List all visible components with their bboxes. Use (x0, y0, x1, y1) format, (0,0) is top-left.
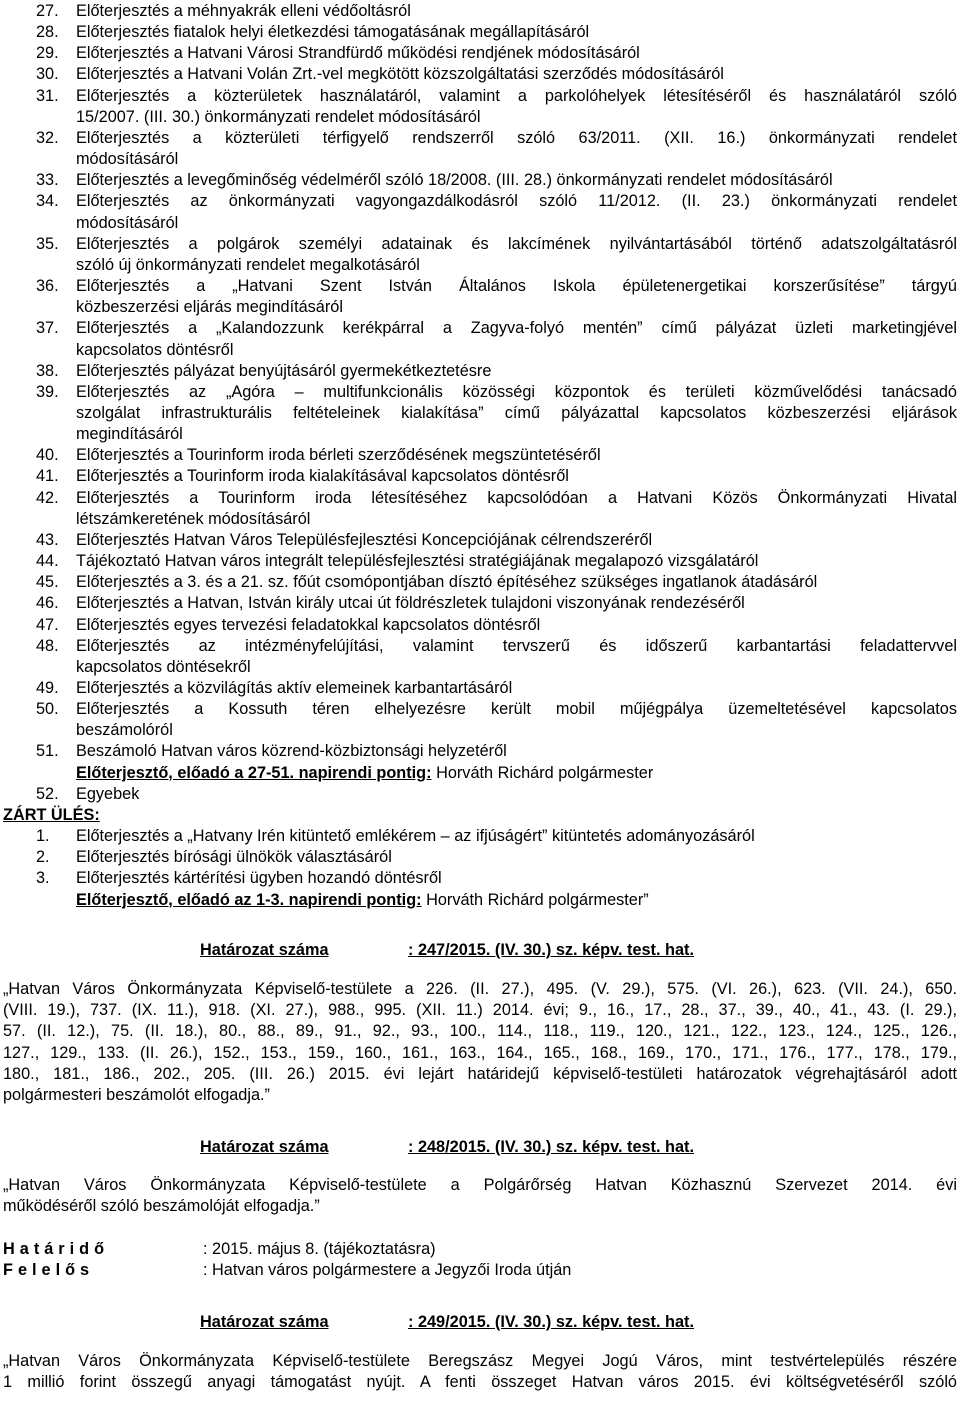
agenda-item-row (0, 423, 960, 445)
agenda-item-text: Előterjesztés egyes tervezési feladatokkal kapcsolatos döntésről (76, 615, 541, 634)
agenda-item-number: 43. (36, 530, 59, 549)
agenda-item-row (0, 63, 960, 85)
resolution-header (0, 939, 960, 961)
agenda-item-row (0, 127, 960, 149)
agenda-item-number: 39. (36, 382, 59, 401)
closed-item-text: Előterjesztés bírósági ülnökök választásáról (76, 848, 392, 867)
agenda-item-text: módosításáról (76, 150, 179, 169)
agenda-item-row (0, 614, 960, 636)
agenda-item-text: Előterjesztés az önkormányzati vagyongazdálkodásról szóló 11/2012. (II. 23.) önkormányzati rendelet (76, 192, 957, 211)
agenda-item-number: 46. (36, 594, 59, 613)
agenda-item-row (0, 106, 960, 128)
resolution-text-row (0, 1042, 960, 1064)
agenda-item-text: Előterjesztés a Tourinform iroda létesítéséhez kapcsolódóan a Hatvani Közös Önkormányzati Hivatal (76, 488, 957, 507)
agenda-item-row (0, 783, 960, 805)
deadline-row (0, 1238, 960, 1260)
agenda-item-number: 32. (36, 128, 59, 147)
agenda-item-text: Előterjesztés a méhnyakrák elleni védőoltásról (76, 2, 411, 20)
closed-item-text: Előterjesztés a „Hatvany Irén kitüntető emlékérem – az ifjúságért” kitüntetés adományozásáról (76, 827, 755, 846)
agenda-item-row (0, 190, 960, 212)
agenda-item-row (0, 487, 960, 509)
responsible-label: Felelős (3, 1261, 95, 1280)
agenda-item-text: kapcsolatos döntésről (76, 340, 234, 359)
agenda-item-text: Előterjesztés a „Hatvani Szent István Általános Iskola épületenergetikai korszerűsítése” tárgyú (76, 277, 957, 296)
resolution-text-row (0, 1020, 960, 1042)
closed-session-heading-row (0, 804, 960, 826)
agenda-item-number: 52. (36, 784, 59, 803)
resolution-text: polgármesteri beszámolót elfogadja.” (3, 1085, 270, 1104)
agenda-item-text: Előterjesztés a 3. és a 21. sz. főút csomópontjában dísztó építéséhez szükséges ingatlanok átadásáról (76, 573, 818, 592)
deadline-value: : 2015. május 8. (tájékoztatásra) (203, 1240, 436, 1259)
agenda-item-text: szóló új önkormányzati rendelet megalkotásáról (76, 255, 420, 274)
agenda-item-row (0, 698, 960, 720)
agenda-item-text: Előterjesztés a közterületek használatáról, valamint a parkolóhelyek létesítéséről és használatáról szóló (76, 86, 957, 105)
resolution-text: „Hatvan Város Önkormányzata Képviselő-testülete a 226. (II. 27.), 495. (V. 29.), 575. (VI. 26.), 623. (VII. 24.), 650. (3, 980, 957, 999)
closed-session-heading: ZÁRT ÜLÉS: (3, 805, 100, 824)
presenter-name: Horváth Richárd polgármester” (421, 890, 649, 909)
resolution-label: Határozat száma (200, 1137, 329, 1156)
agenda-item-text: beszámolóról (76, 721, 173, 740)
agenda-item-row (0, 444, 960, 466)
agenda-item-row (0, 148, 960, 170)
presenter-text (76, 889, 957, 911)
agenda-item-number: 47. (36, 615, 59, 634)
agenda-item-number: 40. (36, 446, 59, 465)
agenda-item-text: Előterjesztés pályázat benyújtásáról gyermekétkeztetésre (76, 361, 492, 380)
resolution-text-row (0, 1084, 960, 1106)
closed-item-number: 1. (36, 827, 50, 846)
resolution-text: „Hatvan Város Önkormányzata Képviselő-testülete Beregszász Megyei Jogú Város, mint testvértelepülés részére (3, 1351, 957, 1370)
agenda-item-text: Előterjesztés fiatalok helyi életkezdési támogatásának megállapításáról (76, 23, 590, 42)
agenda-item-row (0, 339, 960, 361)
agenda-item-number: 50. (36, 700, 59, 719)
resolution-text-row (0, 1371, 960, 1393)
resolution-text: 127., 129., 133. (II. 26.), 152., 153., 159., 160., 161., 163., 164., 165., 168., 169., 170., 171., 176., 177., 178., 179., (3, 1043, 957, 1062)
resolution-text-row (0, 999, 960, 1021)
closed-item-row (0, 825, 960, 847)
agenda-item-row (0, 0, 960, 22)
agenda-item-row (0, 592, 960, 614)
agenda-item-text: Előterjesztés a „Kalandozzunk kerékpárral a Zagyva-folyó mentén” című pályázat üzleti marketingjével (76, 319, 957, 338)
responsible-row (0, 1259, 960, 1281)
closed-item-row (0, 867, 960, 889)
agenda-item-text: módosításáról (76, 213, 179, 232)
agenda-item-number: 31. (36, 86, 59, 105)
agenda-item-text: Előterjesztés Hatvan Város Településfejlesztési Koncepciójának célrendszeréről (76, 530, 653, 549)
agenda-item-number: 48. (36, 636, 59, 655)
resolution-header (0, 1136, 960, 1158)
agenda-item-number: 44. (36, 552, 59, 571)
resolution-number: : 249/2015. (IV. 30.) sz. képv. test. hat. (408, 1312, 694, 1331)
resolution-text-row (0, 1174, 960, 1196)
agenda-item-text: megindításáról (76, 425, 183, 444)
resolution-header (0, 1311, 960, 1333)
agenda-item-row (0, 212, 960, 234)
agenda-item-text: Előterjesztés a Kossuth téren elhelyezésre került mobil műjégpálya üzemeltetésével kapcsolatos (76, 700, 957, 719)
presenter-text (76, 762, 957, 784)
agenda-item-text: Előterjesztés a közterületi térfigyelő rendszerről szóló 63/2011. (XII. 16.) önkormányzati rendelet (76, 128, 957, 147)
agenda-item-text: Előterjesztés a Tourinform iroda bérleti szerződésének megszüntetéséről (76, 446, 601, 465)
agenda-item-number: 42. (36, 488, 59, 507)
resolution-number: : 247/2015. (IV. 30.) sz. képv. test. hat. (408, 941, 694, 960)
agenda-item-number: 33. (36, 171, 59, 190)
agenda-item-row (0, 317, 960, 339)
resolution-text: „Hatvan Város Önkormányzata Képviselő-testülete a Polgárőrség Hatvan Közhasznú Szervezet 2014. évi (3, 1176, 957, 1195)
agenda-item-text: Előterjesztés a polgárok személyi adatainak és lakcímének nyilvántartásából történő adatszolgáltatásról (76, 234, 957, 253)
agenda-item-row (0, 529, 960, 551)
agenda-item-row (0, 254, 960, 276)
agenda-item-row (0, 677, 960, 699)
agenda-item-text: Előterjesztés a közvilágítás aktív elemeinek karbantartásáról (76, 679, 513, 697)
agenda-item-number: 51. (36, 742, 59, 761)
agenda-item-text: Beszámoló Hatvan város közrend-közbiztonsági helyzetéről (76, 742, 507, 761)
resolution-text: 1 millió forint összegű anyagi támogatást nyújt. A fenti összeget Hatvan város 2015. évi költségvetéséről szóló (3, 1372, 957, 1391)
agenda-item-number: 41. (36, 467, 59, 486)
agenda-item-number: 49. (36, 679, 59, 697)
agenda-item-row (0, 635, 960, 657)
agenda-item-row (0, 508, 960, 530)
agenda-item-row (0, 550, 960, 572)
agenda-item-number: 45. (36, 573, 59, 592)
agenda-item-row (0, 169, 960, 191)
presenter-label: Előterjesztő, előadó az 1-3. napirendi pontig: (76, 890, 422, 909)
agenda-item-text: szolgálat infrastrukturális feltételeinek kialakítása” című pályázattal kapcsolatos közbeszerzési eljárások (76, 403, 957, 422)
presenter-line (0, 889, 960, 911)
resolution-text: (VIII. 19.), 737. (IX. 11.), 918. (XI. 27.), 988., 995. (XII. 11.) 2014. évi; 9., 16., 17., 28., 37., 39., 40., 41., 43. (I. 29.), (3, 1001, 957, 1020)
resolution-text-row (0, 1195, 960, 1217)
agenda-item-row (0, 85, 960, 107)
agenda-item-row (0, 465, 960, 487)
deadline-label: Határidő (3, 1240, 110, 1259)
agenda-item-row (0, 719, 960, 741)
agenda-item-row (0, 296, 960, 318)
closed-item-text: Előterjesztés kártérítési ügyben hozandó döntésről (76, 869, 442, 888)
agenda-item-row (0, 656, 960, 678)
agenda-item-text: Egyebek (76, 784, 140, 803)
agenda-item-row (0, 571, 960, 593)
agenda-item-number: 34. (36, 192, 59, 211)
resolution-text-row (0, 978, 960, 1000)
agenda-item-number: 30. (36, 65, 59, 84)
agenda-item-number: 29. (36, 44, 59, 63)
closed-item-number: 3. (36, 869, 50, 888)
resolution-label: Határozat száma (200, 941, 329, 960)
resolution-text: 57. (II. 12.), 75. (II. 18.), 80., 88., 89., 91., 92., 93., 100., 114., 118., 119., 120., 121., 122., 123., 124., 125., 126., (3, 1022, 957, 1041)
agenda-item-text: létszámkeretének módosításáról (76, 509, 311, 528)
closed-item-row (0, 846, 960, 868)
resolution-number: : 248/2015. (IV. 30.) sz. képv. test. hat. (408, 1137, 694, 1156)
agenda-item-text: Előterjesztés az „Agóra – multifunkcionális közösségi központok és területi közművelődési tanácsadó (76, 382, 957, 401)
resolution-text: működéséről szóló beszámolóját elfogadja.” (3, 1197, 320, 1216)
agenda-item-number: 37. (36, 319, 59, 338)
resolution-text-row (0, 1063, 960, 1085)
agenda-item-number: 28. (36, 23, 59, 42)
agenda-item-text: Előterjesztés a levegőminőség védelméről szóló 18/2008. (III. 28.) önkormányzati rendelet módosításáról (76, 171, 833, 190)
closed-item-number: 2. (36, 848, 50, 867)
agenda-item-text: Tájékoztató Hatvan város integrált településfejlesztési stratégiájának megalapozó vizsgálatáról (76, 552, 759, 571)
agenda-item-text: kapcsolatos döntésekről (76, 657, 251, 676)
agenda-item-row (0, 740, 960, 762)
agenda-item-text: 15/2007. (III. 30.) önkormányzati rendelet módosításáról (76, 107, 481, 126)
presenter-name: Horváth Richárd polgármester (431, 763, 654, 782)
agenda-item-text: Előterjesztés a Hatvani Volán Zrt.-vel megkötött közszolgáltatási szerződés módosításáról (76, 65, 724, 84)
presenter-line (0, 762, 960, 784)
agenda-item-row (0, 360, 960, 382)
agenda-item-text: Előterjesztés az intézményfelújítási, valamint tervszerű és időszerű karbantartási feladattervvel (76, 636, 957, 655)
resolution-label: Határozat száma (200, 1312, 329, 1331)
agenda-item-row (0, 381, 960, 403)
agenda-item-row (0, 233, 960, 255)
agenda-item-text: közbeszerzési eljárás megindításáról (76, 298, 343, 317)
agenda-item-number: 35. (36, 234, 59, 253)
agenda-item-row (0, 21, 960, 43)
agenda-item-number: 27. (36, 2, 59, 20)
agenda-item-row (0, 42, 960, 64)
agenda-item-text: Előterjesztés a Tourinform iroda kialakításával kapcsolatos döntésről (76, 467, 569, 486)
resolution-text-row (0, 1350, 960, 1372)
agenda-item-text: Előterjesztés a Hatvani Városi Strandfürdő működési rendjének módosításáról (76, 44, 640, 63)
agenda-item-number: 36. (36, 277, 59, 296)
agenda-item-text: Előterjesztés a Hatvan, István király utcai út földrészletek tulajdoni viszonyának rendezéséről (76, 594, 745, 613)
agenda-item-row (0, 275, 960, 297)
presenter-label: Előterjesztő, előadó a 27-51. napirendi pontig: (76, 763, 432, 782)
resolution-text: 180., 181., 186., 202., 205. (III. 26.) 2015. évi lejárt határidejű képviselő-testületi határozatok végrehajtásáról adott (3, 1064, 957, 1083)
responsible-value: : Hatvan város polgármestere a Jegyzői Iroda útján (203, 1261, 572, 1280)
agenda-item-row (0, 402, 960, 424)
agenda-item-number: 38. (36, 361, 59, 380)
